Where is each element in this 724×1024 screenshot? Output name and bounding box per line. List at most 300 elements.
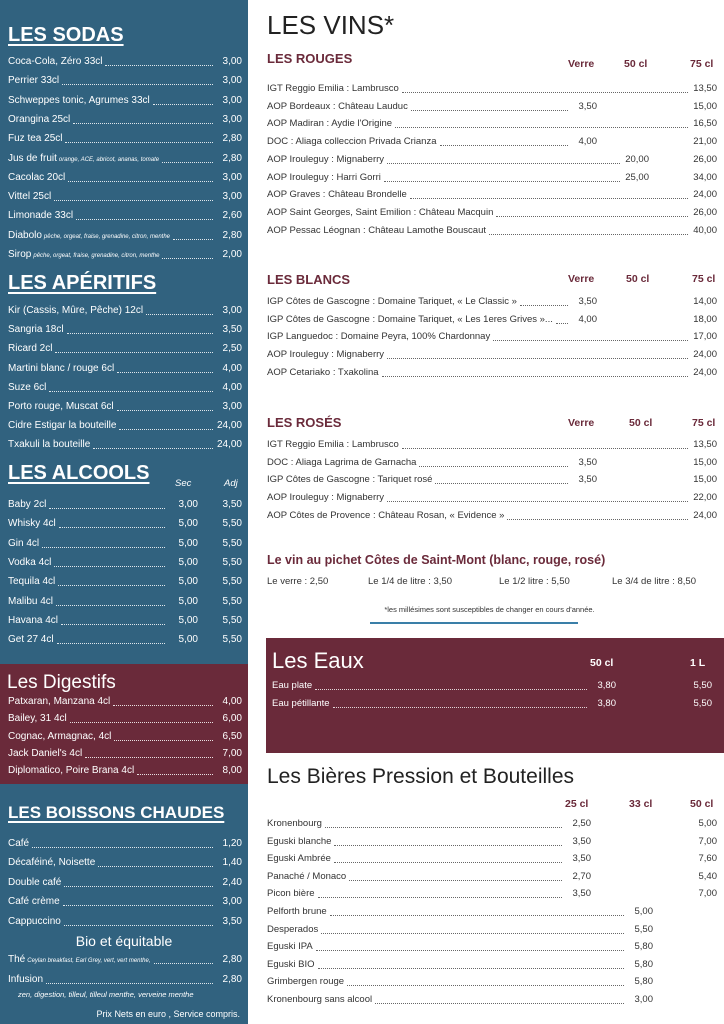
- dots: [330, 915, 624, 916]
- dots: [496, 216, 688, 217]
- dots: [382, 376, 688, 377]
- sodas-row: [8, 189, 242, 205]
- eaux-price-50: 3,80: [597, 697, 616, 709]
- blancs-price-c75: 14,00: [693, 296, 717, 307]
- the-name: Thé: [8, 954, 26, 965]
- rouges-price-verre: 3,50: [578, 100, 597, 112]
- dots: [162, 162, 213, 163]
- rouges-row: [267, 134, 717, 150]
- blancs-title: LES BLANCS: [267, 272, 351, 287]
- rouges-price-c75: 26,00: [693, 153, 717, 165]
- sodas-note: orange, ACE, abricot, ananas, tomate: [58, 156, 160, 163]
- rouges-price-verre: 4,00: [578, 136, 597, 148]
- infusion-price: 2,80: [222, 974, 242, 985]
- alcools-price-sec: 5,00: [178, 556, 198, 568]
- bieres-name: Kronenbourg sans alcool: [267, 994, 373, 1005]
- alcools-title: LES ALCOOLS: [8, 462, 150, 484]
- alcools-col-adj: Adj: [224, 478, 238, 489]
- pichet-item-2: Le 1/4 de litre : 3,50: [368, 576, 452, 587]
- bieres-name: Pelforth brune: [267, 906, 327, 917]
- alcools-price-adj: 5,50: [222, 518, 242, 530]
- chaudes-price: 1,20: [222, 838, 242, 849]
- sodas-price: 2,00: [222, 249, 242, 260]
- roses-row: [267, 508, 717, 524]
- alcools-row: [8, 536, 242, 552]
- bieres-name: Grimbergen rouge: [267, 976, 345, 988]
- roses-row: [267, 437, 717, 453]
- left-column: [0, 0, 248, 1024]
- dots: [56, 605, 165, 606]
- sodas-price: 2,80: [222, 133, 242, 145]
- sodas-row: [8, 131, 242, 147]
- aperitifs-name: Cidre Estigar la bouteille: [8, 420, 117, 432]
- alcools-row: [8, 516, 242, 532]
- roses-price-verre: 3,50: [578, 456, 597, 468]
- digestifs-price: 4,00: [222, 696, 242, 707]
- sodas-name: Vittel 25cl: [8, 191, 52, 203]
- bieres-row: [267, 834, 717, 850]
- roses-row: [267, 472, 717, 488]
- pichet-item-3: Le 1/2 litre : 5,50: [499, 576, 570, 587]
- blancs-price-c75: 17,00: [693, 331, 717, 343]
- aperitifs-row: [8, 303, 242, 319]
- rouges-row: [267, 152, 717, 168]
- alcools-row: [8, 555, 242, 571]
- alcools-name: Get 27 4cl: [8, 634, 54, 646]
- rouges-row: [267, 187, 717, 203]
- dots: [137, 774, 213, 775]
- alcools-name: Whisky 4cl: [8, 518, 56, 530]
- aperitifs-price: 4,00: [222, 362, 242, 374]
- rouges-price-c75: 13,50: [693, 83, 717, 94]
- chaudes-price: 2,40: [222, 876, 242, 888]
- roses-price-c75: 24,00: [693, 509, 717, 521]
- dots: [68, 181, 213, 182]
- dots: [387, 358, 688, 359]
- eaux-price-1l: 5,50: [693, 697, 712, 709]
- aperitifs-price: 24,00: [216, 439, 242, 451]
- dots: [117, 410, 213, 411]
- eaux-col-1l: 1 L: [690, 657, 706, 669]
- sodas-row: [8, 112, 242, 128]
- sodas-row: [8, 54, 242, 70]
- bieres-price-33: 5,80: [634, 941, 653, 953]
- sodas-price: 3,00: [222, 94, 242, 106]
- eaux-price-1l: 5,50: [693, 680, 712, 691]
- alcools-row: [8, 594, 242, 610]
- blancs-price-verre: 3,50: [578, 296, 597, 307]
- bieres-price-25: 3,50: [572, 888, 591, 900]
- dots: [76, 219, 213, 220]
- digestifs-price: 6,50: [222, 730, 242, 742]
- rouges-price-c75: 24,00: [693, 189, 717, 201]
- sodas-price: 3,00: [222, 191, 242, 203]
- dots: [105, 65, 213, 66]
- dots: [493, 340, 688, 341]
- sodas-row: [8, 151, 242, 167]
- sodas-title: LES SODAS: [8, 24, 124, 46]
- bieres-price-50: 5,00: [698, 818, 717, 829]
- roses-row: [267, 490, 717, 506]
- dots: [154, 963, 213, 964]
- blancs-row: [267, 347, 717, 363]
- chaudes-price: 3,00: [222, 896, 242, 908]
- alcools-price-adj: 3,50: [222, 499, 242, 510]
- sodas-price: 2,80: [222, 229, 242, 241]
- bieres-price-33: 5,50: [634, 923, 653, 935]
- bieres-price-33: 5,80: [634, 976, 653, 988]
- dots: [419, 466, 568, 467]
- alcools-name: Gin 4cl: [8, 537, 40, 549]
- bieres-name: Picon bière: [267, 888, 315, 900]
- sodas-name: Coca-Cola, Zéro 33cl: [8, 56, 103, 67]
- alcools-price-sec: 5,00: [178, 537, 198, 549]
- blancs-col-50: 50 cl: [626, 273, 650, 285]
- chaudes-name: Cappuccino: [8, 915, 61, 927]
- bieres-price-33: 5,00: [634, 906, 653, 917]
- alcools-row: [8, 574, 242, 590]
- roses-price-c75: 15,00: [693, 456, 717, 468]
- sodas-name: Schweppes tonic, Agrumes 33cl: [8, 94, 150, 106]
- dots: [63, 905, 213, 906]
- blancs-price-c75: 24,00: [693, 349, 717, 361]
- digestifs-name: Bailey, 31 4cl: [8, 713, 67, 725]
- dots: [402, 448, 688, 449]
- sodas-name: Fuz tea 25cl: [8, 133, 63, 145]
- bieres-row: [267, 957, 717, 973]
- dots: [85, 757, 213, 758]
- roses-price-verre: 3,50: [578, 474, 597, 486]
- alcools-row: [8, 497, 242, 513]
- dots: [321, 933, 624, 934]
- alcools-price-adj: 5,50: [222, 595, 242, 607]
- aperitifs-price: 3,50: [222, 324, 242, 336]
- blancs-row: [267, 329, 717, 345]
- digestifs-row: [8, 746, 242, 762]
- roses-price-c75: 22,00: [693, 492, 717, 504]
- sodas-price: 3,00: [222, 171, 242, 183]
- dots: [384, 181, 620, 182]
- aperitifs-name: Sangria 18cl: [8, 324, 64, 336]
- blancs-row: [267, 294, 717, 310]
- aperitifs-name: Kir (Cassis, Mûre, Pêche) 12cl: [8, 305, 144, 316]
- dots: [334, 862, 562, 863]
- sodas-name: Cacolac 20cl: [8, 171, 66, 183]
- sodas-price: 2,60: [222, 210, 242, 222]
- bieres-row: [267, 992, 717, 1008]
- rouges-col-verre: Verre: [568, 58, 595, 70]
- sodas-name: Sirop: [8, 249, 32, 260]
- dots: [113, 705, 213, 706]
- bio-title: Bio et équitable: [75, 933, 173, 949]
- rouges-name: AOP Bordeaux : Château Lauduc: [267, 100, 408, 112]
- sodas-row: [8, 170, 242, 186]
- alcools-price-sec: 5,00: [178, 614, 198, 626]
- bieres-name: Panaché / Monaco: [267, 870, 347, 882]
- bieres-price-25: 3,50: [572, 835, 591, 847]
- rouges-row: [267, 81, 717, 97]
- blancs-name: IGP Languedoc : Domaine Peyra, 100% Chardonnay: [267, 331, 491, 343]
- alcools-name: Vodka 4cl: [8, 556, 52, 568]
- chaudes-row: [8, 836, 242, 852]
- dots: [64, 886, 213, 887]
- eaux-name: Eau plate: [272, 680, 313, 691]
- dots: [173, 239, 213, 240]
- roses-name: DOC : Aliaga Lagrima de Garnacha: [267, 456, 417, 468]
- bieres-name: Eguski blanche: [267, 835, 332, 847]
- dots: [49, 508, 165, 509]
- the-row: [8, 952, 242, 968]
- bieres-price-33: 3,00: [634, 994, 653, 1005]
- dots: [520, 305, 568, 306]
- dots: [117, 372, 213, 373]
- chaudes-price: 1,40: [222, 857, 242, 869]
- chaudes-row: [8, 914, 242, 930]
- sodas-name: Limonade 33cl: [8, 210, 74, 222]
- bieres-price-50: 7,60: [698, 853, 717, 865]
- alcools-price-adj: 5,50: [222, 537, 242, 549]
- bieres-row: [267, 939, 717, 955]
- blancs-name: AOP Cetariako : Txakolina: [267, 366, 379, 378]
- rouges-name: AOP Pessac Léognan : Château Lamothe Bouscaut: [267, 224, 487, 236]
- rouges-price-c75: 15,00: [693, 100, 717, 112]
- dots: [411, 110, 568, 111]
- digestifs-name: Patxaran, Manzana 4cl: [8, 696, 111, 707]
- digestifs-name: Cognac, Armagnac, 4cl: [8, 730, 112, 742]
- dots: [162, 258, 213, 259]
- eaux-row: [272, 696, 712, 712]
- sodas-price: 2,80: [222, 152, 242, 164]
- dots: [46, 983, 213, 984]
- roses-name: IGP Côtes de Gascogne : Tariquet rosé: [267, 474, 433, 486]
- roses-title: LES ROSÉS: [267, 415, 342, 430]
- roses-col-75: 75 cl: [692, 417, 716, 429]
- bieres-name: Eguski IPA: [267, 941, 313, 953]
- aperitifs-name: Porto rouge, Muscat 6cl: [8, 401, 114, 412]
- dots: [98, 866, 213, 867]
- dots: [59, 527, 165, 528]
- dots: [318, 968, 624, 969]
- vins-title: LES VINS*: [267, 10, 395, 40]
- rouges-name: AOP Graves : Château Brondelle: [267, 189, 407, 201]
- dots: [146, 314, 213, 315]
- vins-note: *les millésimes sont susceptibles de changer en cours d'année.: [384, 605, 595, 614]
- rouges-name: AOP Madiran : Aydie l'Origine: [267, 118, 393, 130]
- dots: [410, 198, 688, 199]
- alcools-name: Havana 4cl: [8, 614, 59, 626]
- dots: [73, 123, 213, 124]
- digestifs-price: 7,00: [222, 747, 242, 759]
- bieres-price-25: 2,50: [572, 818, 591, 829]
- rouges-price-c50: 25,00: [625, 171, 649, 183]
- sodas-row: [8, 208, 242, 224]
- aperitifs-name: Suze 6cl: [8, 381, 47, 393]
- bieres-row: [267, 869, 717, 885]
- sodas-name: Perrier 33cl: [8, 75, 60, 87]
- right-column: [262, 0, 722, 1024]
- chaudes-row: [8, 875, 242, 891]
- sodas-row: [8, 73, 242, 89]
- alcools-price-sec: 5,00: [178, 518, 198, 530]
- alcools-col-sec: Sec: [175, 478, 192, 489]
- bieres-col-25: 25 cl: [565, 798, 589, 810]
- dots: [375, 1003, 624, 1004]
- dots: [67, 333, 213, 334]
- pichet-item-4: Le 3/4 de litre : 8,50: [612, 576, 696, 587]
- digestifs-name: Jack Daniel's 4cl: [8, 747, 83, 759]
- alcools-price-sec: 5,00: [178, 576, 198, 588]
- eaux-row: [272, 678, 712, 694]
- digestifs-row: [8, 763, 242, 779]
- rouges-title: LES ROUGES: [267, 51, 353, 66]
- bieres-price-25: 2,70: [572, 870, 591, 882]
- roses-name: AOP Irouleguy : Mignaberry: [267, 492, 385, 504]
- sodas-name: Diabolo: [8, 229, 42, 241]
- alcools-name: Tequila 4cl: [8, 576, 56, 588]
- aperitifs-price: 4,00: [222, 381, 242, 393]
- dots: [395, 127, 688, 128]
- bieres-row: [267, 816, 717, 832]
- bieres-row: [267, 886, 717, 902]
- dots: [32, 847, 213, 848]
- dots: [54, 200, 213, 201]
- dots: [64, 925, 213, 926]
- dots: [334, 845, 562, 846]
- dots: [387, 501, 688, 502]
- infusion-note: zen, digestion, tilleul, tilleul menthe, verveine menthe: [18, 990, 194, 999]
- aperitifs-row: [8, 418, 242, 434]
- aperitifs-name: Ricard 2cl: [8, 343, 53, 355]
- chaudes-name: Double café: [8, 876, 62, 888]
- dots: [61, 624, 165, 625]
- dots: [507, 519, 688, 520]
- roses-name: IGT Reggio Emilia : Lambrusco: [267, 439, 399, 450]
- chaudes-name: Décaféiné, Noisette: [8, 857, 96, 869]
- blancs-name: IGP Côtes de Gascogne : Domaine Tariquet, « Le Classic »: [267, 296, 517, 307]
- aperitifs-name: Martini blanc / rouge 6cl: [8, 362, 115, 374]
- dots: [325, 827, 562, 828]
- pichet-title: Le vin au pichet Côtes de Saint-Mont (blanc, rouge, rosé): [267, 553, 606, 567]
- dots: [318, 897, 562, 898]
- dots: [316, 950, 624, 951]
- dots: [347, 985, 624, 986]
- roses-price-c75: 13,50: [693, 439, 717, 450]
- blancs-row: [267, 365, 717, 381]
- dots: [42, 547, 165, 548]
- alcools-price-adj: 5,50: [222, 556, 242, 568]
- roses-col-50: 50 cl: [629, 417, 653, 429]
- digestifs-price: 6,00: [222, 713, 242, 725]
- bieres-name: Eguski Ambrée: [267, 853, 331, 865]
- aperitifs-row: [8, 341, 242, 357]
- sodas-row: [8, 247, 242, 263]
- chaudes-title: LES BOISSONS CHAUDES: [8, 803, 225, 822]
- aperitifs-row: [8, 380, 242, 396]
- alcools-name: Malibu 4cl: [8, 595, 54, 607]
- rouges-row: [267, 223, 717, 239]
- rouges-col-75: 75 cl: [690, 58, 714, 70]
- dots: [119, 429, 213, 430]
- aperitifs-row: [8, 437, 242, 453]
- aperitifs-row: [8, 361, 242, 377]
- blancs-price-verre: 4,00: [578, 313, 597, 325]
- sodas-row: [8, 228, 242, 244]
- rouges-name: AOP Irouleguy : Harri Gorri: [267, 171, 381, 183]
- aperitifs-price: 24,00: [216, 420, 242, 432]
- dots: [387, 163, 620, 164]
- blancs-col-verre: Verre: [568, 273, 595, 285]
- bieres-row: [267, 922, 717, 938]
- rouges-row: [267, 116, 717, 132]
- roses-name: AOP Côtes de Provence : Château Rosan, « Evidence »: [267, 509, 505, 521]
- rouges-name: AOP Saint Georges, Saint Emilion : Château Macquin: [267, 206, 494, 218]
- the-price: 2,80: [222, 954, 242, 965]
- sodas-price: 3,00: [222, 56, 242, 67]
- bieres-row: [267, 974, 717, 990]
- rouges-price-c75: 34,00: [693, 171, 717, 183]
- dots: [70, 722, 213, 723]
- bieres-price-50: 5,40: [698, 870, 717, 882]
- alcools-row: [8, 632, 242, 648]
- blancs-row: [267, 312, 717, 328]
- rouges-row: [267, 205, 717, 221]
- dots: [54, 566, 165, 567]
- rouges-name: IGT Reggio Emilia : Lambrusco: [267, 83, 399, 94]
- sodas-note: pêche, orgeat, fraise, grenadine, citron, menthe: [43, 233, 170, 240]
- eaux-price-50: 3,80: [597, 680, 616, 691]
- infusion-row: [8, 972, 242, 988]
- dots: [315, 689, 587, 690]
- blancs-name: IGP Côtes de Gascogne : Domaine Tariquet, « Les 1eres Grives »...: [267, 313, 553, 325]
- dots: [93, 448, 213, 449]
- sodas-price: 3,00: [222, 113, 242, 125]
- rouges-price-c50: 20,00: [625, 153, 649, 165]
- roses-price-c75: 15,00: [693, 474, 717, 486]
- alcools-name: Baby 2cl: [8, 499, 47, 510]
- alcools-price-adj: 5,50: [222, 614, 242, 626]
- alcools-price-adj: 5,50: [222, 576, 242, 588]
- blancs-price-c75: 18,00: [693, 313, 717, 325]
- bieres-price-25: 3,50: [572, 853, 591, 865]
- bieres-title: Les Bières Pression et Bouteilles: [267, 765, 574, 788]
- chaudes-price: 3,50: [222, 915, 242, 927]
- roses-col-verre: Verre: [568, 417, 595, 429]
- dots: [402, 92, 688, 93]
- bieres-name: Eguski BIO: [267, 958, 315, 970]
- the-note: Ceylan breakfast, Earl Grey, vert, vert menthe,: [27, 958, 151, 964]
- blancs-col-75: 75 cl: [692, 273, 716, 285]
- digestifs-row: [8, 729, 242, 745]
- dots: [62, 84, 213, 85]
- eaux-col-50: 50 cl: [590, 657, 614, 669]
- dots: [114, 740, 213, 741]
- dots: [57, 643, 165, 644]
- digestifs-name: Diplomatico, Poire Brana 4cl: [8, 765, 135, 777]
- alcools-price-adj: 5,50: [222, 634, 242, 646]
- bieres-row: [267, 851, 717, 867]
- dots: [55, 352, 213, 353]
- sodas-row: [8, 93, 242, 109]
- blancs-price-c75: 24,00: [693, 366, 717, 378]
- blancs-name: AOP Irouleguy : Mignaberry: [267, 349, 385, 361]
- rouges-name: AOP Irouleguy : Mignaberry: [267, 153, 385, 165]
- bieres-col-50: 50 cl: [690, 798, 714, 810]
- bieres-price-33: 5,80: [634, 958, 653, 970]
- aperitifs-title: LES APÉRITIFS: [8, 272, 157, 294]
- rouges-col-50: 50 cl: [624, 58, 648, 70]
- sodas-note: pêche, orgeat, fraise, grenadine, citron, menthe: [33, 253, 160, 259]
- pichet-item-1: Le verre : 2,50: [267, 576, 329, 587]
